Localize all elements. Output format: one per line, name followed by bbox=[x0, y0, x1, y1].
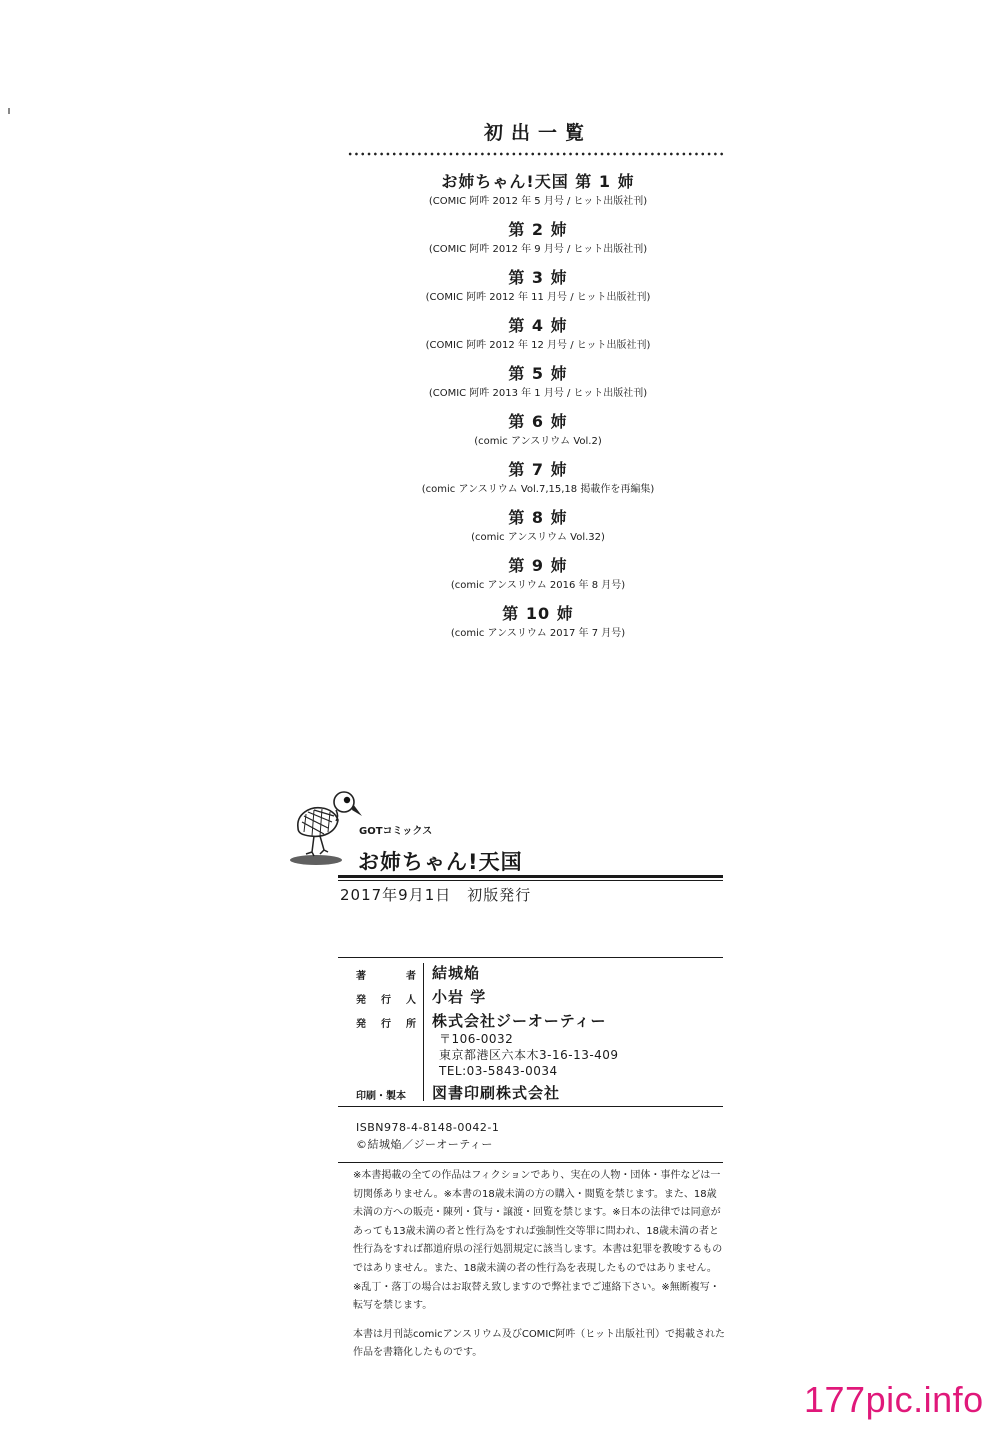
list-item bbox=[338, 315, 738, 363]
publication-note: 本書は月刊誌comicアンスリウム及びCOMIC阿吽（ヒット出版社刊）で掲載された作品を書籍化したものです。 bbox=[353, 1328, 725, 1359]
entry-source: (comic アンスリウム Vol.7,15,18 掲載作を再編集) bbox=[421, 484, 655, 495]
printer-key: 印刷・製本 bbox=[356, 1091, 406, 1102]
isbn-block bbox=[356, 1119, 499, 1153]
postal-code: 〒106-0032 bbox=[439, 1032, 514, 1046]
credit-value: 結城焔 bbox=[432, 964, 481, 982]
printer-row bbox=[354, 1082, 724, 1104]
credit-key: 発行人 bbox=[356, 995, 416, 1006]
entry-source: (comic アンスリウム 2016 年 8 月号) bbox=[450, 580, 626, 591]
divider bbox=[338, 957, 723, 958]
entry-source: (comic アンスリウム Vol.2) bbox=[474, 436, 602, 447]
entry-title: 第 2 姉 bbox=[508, 220, 568, 239]
legal-notice bbox=[353, 1167, 725, 1363]
list-item bbox=[338, 411, 738, 459]
divider bbox=[338, 1162, 723, 1163]
entry-title: 第 5 姉 bbox=[508, 364, 568, 383]
credit-key: 著者 bbox=[356, 971, 416, 982]
entry-title: 第 9 姉 bbox=[508, 556, 568, 575]
credits-divider bbox=[423, 963, 424, 1101]
credit-value: 小岩 学 bbox=[432, 988, 487, 1006]
list-item bbox=[338, 555, 738, 603]
entry-title: 第 10 姉 bbox=[502, 604, 574, 623]
entry-title: お姉ちゃん!天国 第 1 姉 bbox=[441, 172, 635, 191]
list-item bbox=[338, 171, 738, 219]
entry-title: 第 6 姉 bbox=[508, 412, 568, 431]
list-item bbox=[338, 603, 738, 651]
isbn: ISBN978-4-8148-0042-1 bbox=[356, 1121, 500, 1134]
entry-title: 第 4 姉 bbox=[508, 316, 568, 335]
list-item bbox=[338, 459, 738, 507]
credits bbox=[354, 962, 724, 1034]
publication-date: 2017年9月1日 初版発行 bbox=[340, 886, 532, 904]
bird-logo-icon bbox=[290, 788, 362, 868]
entry-source: (COMIC 阿吽 2012 年 9 月号 / ヒット出版社刊) bbox=[428, 244, 648, 255]
entry-source: (COMIC 阿吽 2012 年 12 月号 / ヒット出版社刊) bbox=[425, 340, 651, 351]
credit-value: 株式会社ジーオーティー bbox=[432, 1012, 607, 1030]
street-address: 東京都港区六本木3-16-13-409 bbox=[439, 1048, 619, 1062]
scan-speck bbox=[8, 108, 10, 114]
printer-value: 図書印刷株式会社 bbox=[432, 1084, 561, 1102]
entry-source: (COMIC 阿吽 2012 年 5 月号 / ヒット出版社刊) bbox=[428, 196, 648, 207]
dotted-divider bbox=[347, 152, 725, 156]
title-rule bbox=[338, 875, 723, 878]
notice-text: ※本書掲載の全ての作品はフィクションであり、実在の人物・団体・事件などは一切関係ありません。※本書の18歳未満の方の購入・閲覧を禁じます。また、18歳未満の方への販売・陳列・貸与・譲渡・回覧を禁じます。※日本の法律では同意があっても13歳未満の者と性行為をすれば強制性交等罪に問われ、18歳未満の者と性行為をすれば都道府県の淫行処罰規定に該当します。本書は犯罪を教唆するものではありません。また、18歳未満の者の性行為を表現したものではありません。※乱丁・落丁の場合はお取替え致しますので弊社までご連絡下さい。※無断複写・転写を禁じます。 bbox=[353, 1170, 723, 1312]
book-title: お姉ちゃん!天国 bbox=[358, 850, 523, 874]
series-label: GOTコミックス bbox=[359, 826, 433, 837]
copyright: ©結城焔／ジーオーティー bbox=[356, 1138, 493, 1151]
entry-title: 第 3 姉 bbox=[508, 268, 568, 287]
entry-source: (comic アンスリウム Vol.32) bbox=[471, 532, 605, 543]
divider bbox=[338, 1106, 723, 1107]
credit-row bbox=[354, 962, 724, 986]
entry-source: (COMIC 阿吽 2012 年 11 月号 / ヒット出版社刊) bbox=[425, 292, 651, 303]
title-rule-thin bbox=[338, 880, 723, 881]
first-appearance-title: 初出一覧 bbox=[483, 122, 592, 144]
list-item bbox=[338, 363, 738, 411]
watermark: 177pic.info bbox=[804, 1379, 984, 1420]
first-appearance-list bbox=[338, 171, 738, 651]
publisher-address bbox=[439, 1031, 619, 1079]
list-item bbox=[338, 267, 738, 315]
entry-title: 第 7 姉 bbox=[508, 460, 568, 479]
list-item bbox=[338, 219, 738, 267]
entry-title: 第 8 姉 bbox=[508, 508, 568, 527]
list-item bbox=[338, 507, 738, 555]
credit-key: 発行所 bbox=[356, 1019, 416, 1030]
telephone: TEL:03-5843-0034 bbox=[439, 1064, 558, 1078]
entry-source: (COMIC 阿吽 2013 年 1 月号 / ヒット出版社刊) bbox=[428, 388, 648, 399]
credit-row bbox=[354, 986, 724, 1010]
entry-source: (comic アンスリウム 2017 年 7 月号) bbox=[450, 628, 626, 639]
